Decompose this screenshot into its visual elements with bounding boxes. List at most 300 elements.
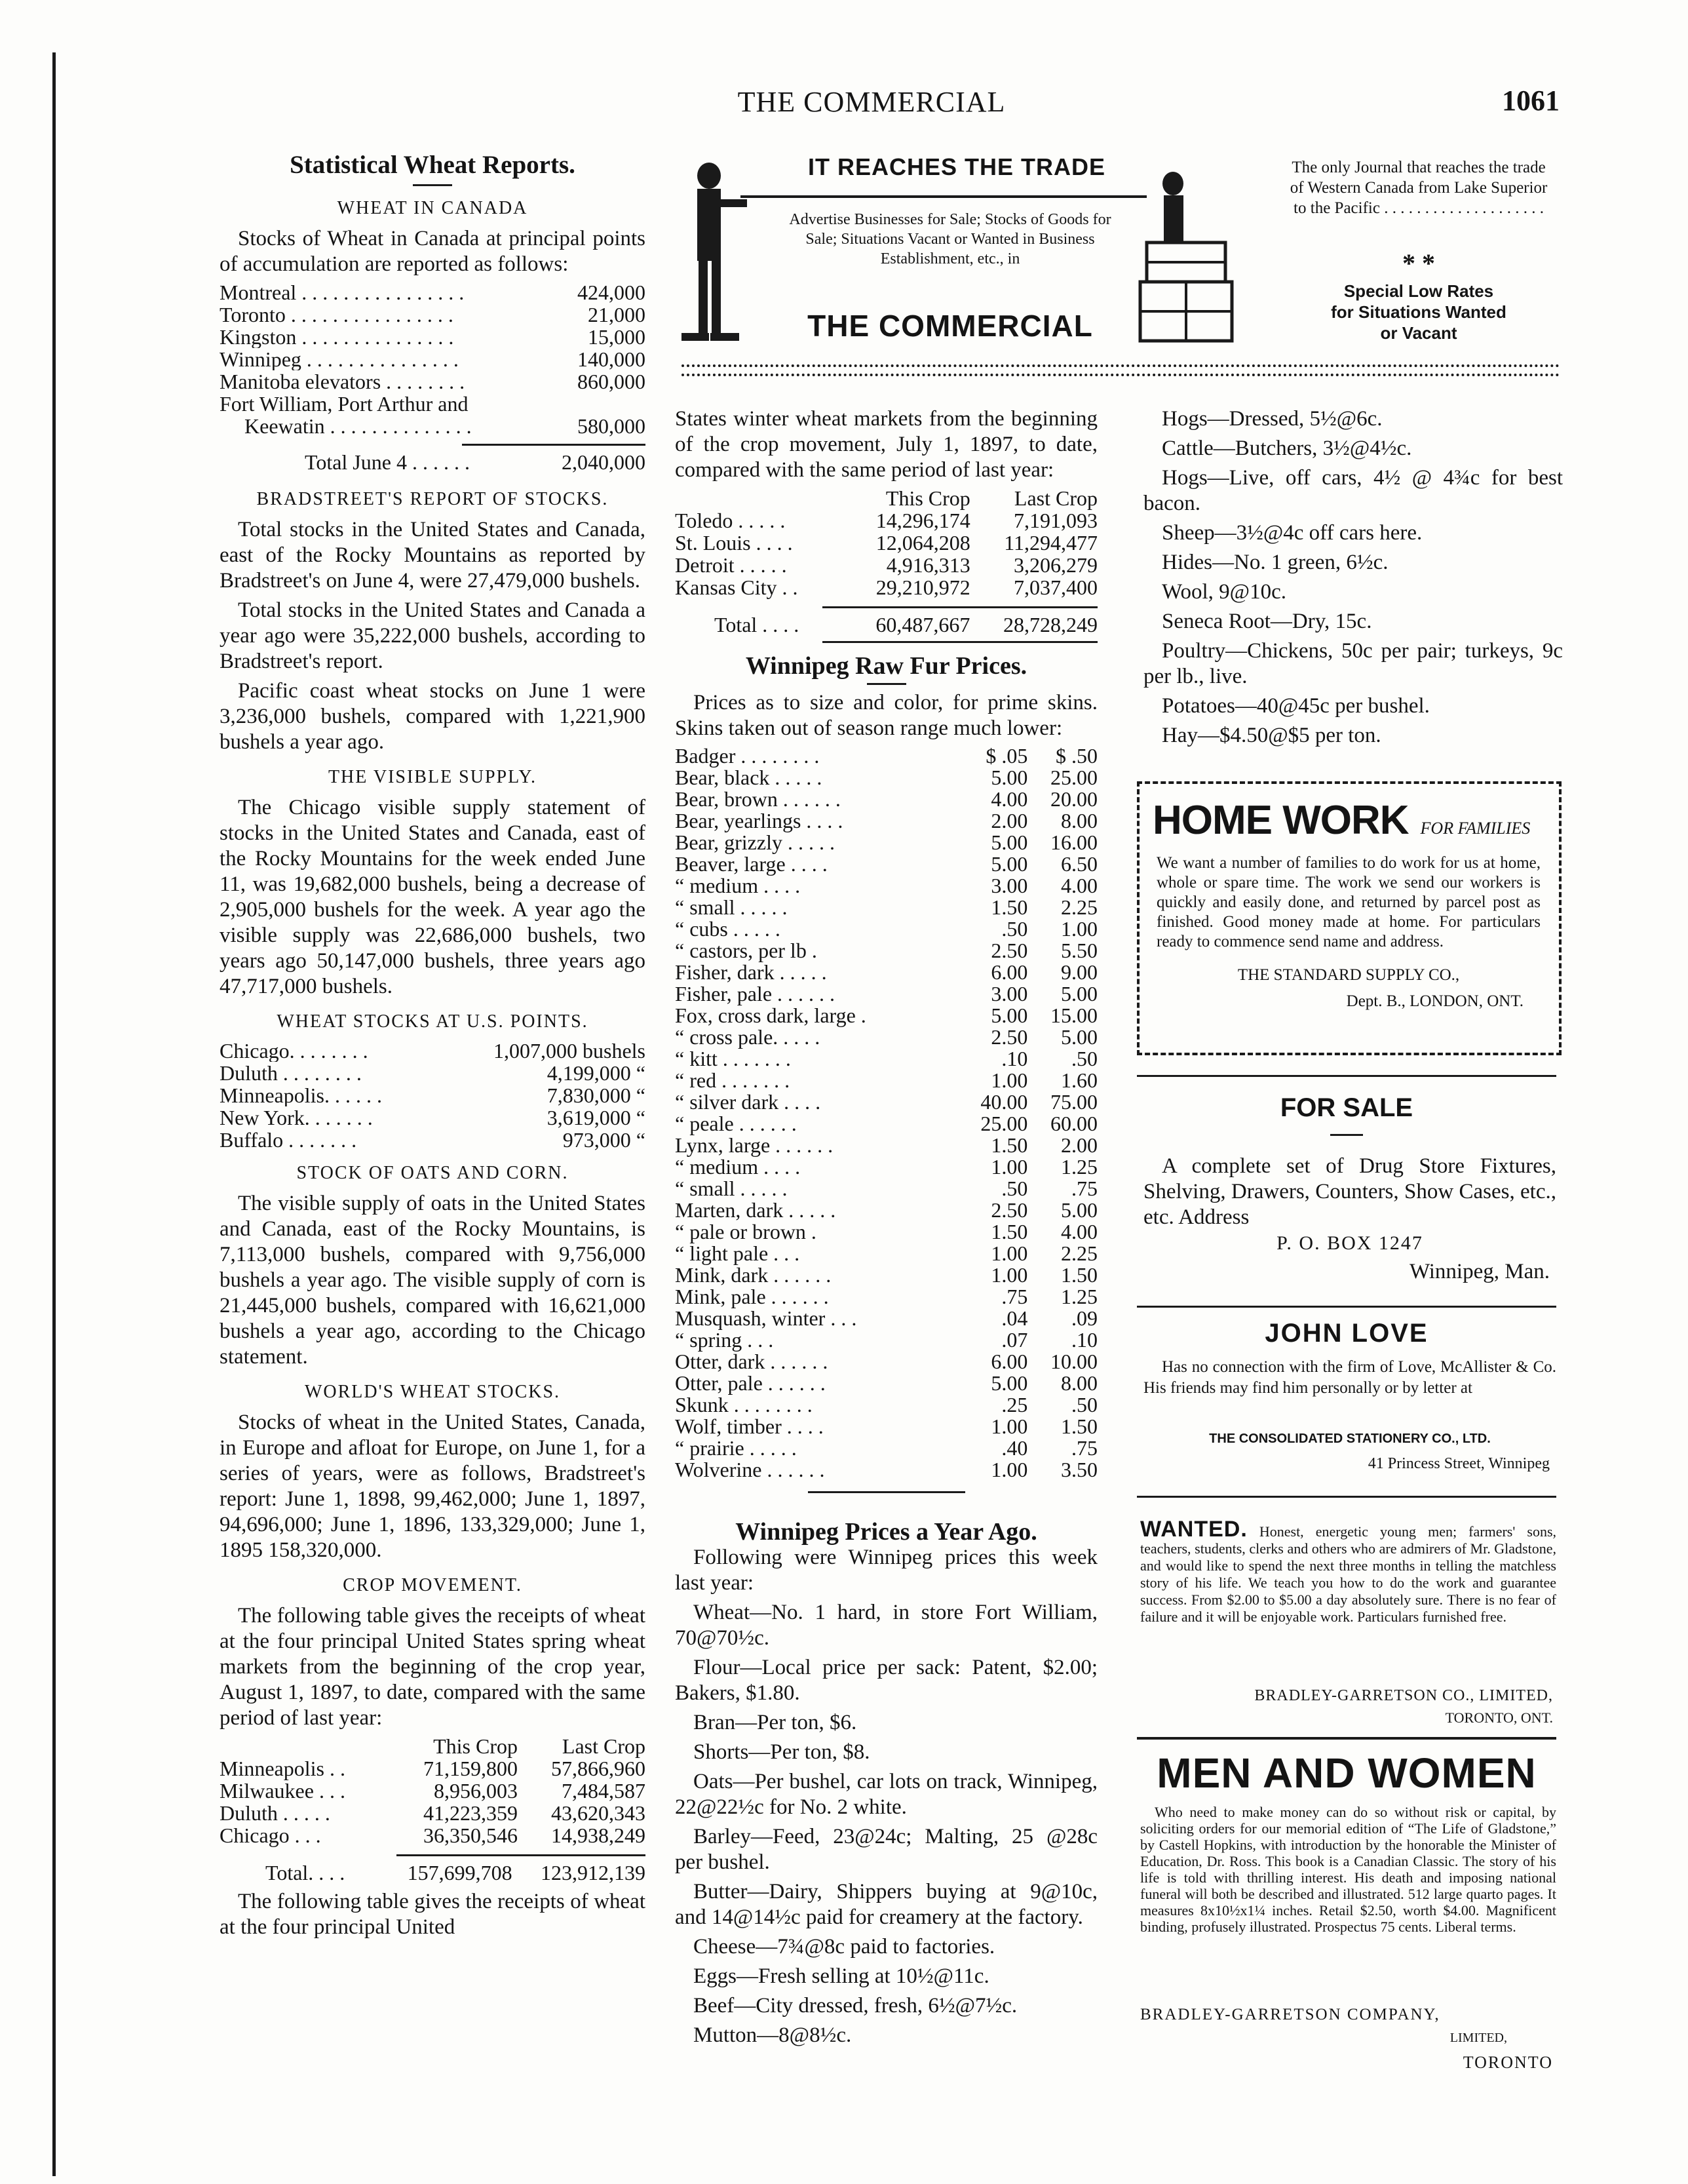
middle-column	[675, 406, 1098, 2052]
fur-price-last: 8.00	[1061, 1371, 1098, 1395]
fur-price-this: 25.00	[980, 1112, 1028, 1135]
fur-price-last: 8.00	[1061, 809, 1098, 832]
subhead-crop-movement: CROP MOVEMENT.	[343, 1575, 522, 1595]
home-work-title: HOME WORK	[1153, 798, 1409, 843]
fur-price-this: .40	[1001, 1436, 1028, 1460]
fur-price-label: “ silver dark . . . .	[675, 1090, 821, 1114]
winter-wheat-label: Kansas City . .	[675, 575, 798, 599]
crop-col-this: This Crop	[433, 1734, 518, 1758]
fur-price-row	[675, 875, 1098, 897]
fur-price-row	[675, 940, 1098, 962]
us-point-row	[220, 1129, 645, 1151]
keewatin-label: Keewatin . . . . . . . . . . . . . .	[244, 415, 472, 437]
winter-total-table	[675, 614, 1098, 636]
home-work-dept: Dept. B., LONDON, ONT.	[1346, 992, 1524, 1010]
home-work-families: FOR FAMILIES	[1420, 819, 1531, 838]
fur-price-row	[675, 789, 1098, 810]
crop-movement-last: 43,620,343	[551, 1801, 645, 1825]
winter-wheat-this: 12,064,208	[875, 531, 970, 555]
us-point-label: Minneapolis. . . . . .	[220, 1084, 382, 1106]
price-item: Hides—No. 1 green, 6½c.	[1162, 551, 1389, 574]
wheat-canada-label: Kingston . . . . . . . . . . . . . . .	[220, 326, 454, 348]
special-line-1: Special Low Rates	[1343, 281, 1494, 301]
fur-price-row	[675, 1264, 1098, 1286]
wheat-canada-row	[220, 348, 645, 370]
page-header	[688, 85, 1055, 119]
fur-price-last: 1.50	[1061, 1414, 1098, 1438]
fur-price-this: .75	[1001, 1285, 1028, 1308]
fur-price-row	[675, 1459, 1098, 1481]
total-rule	[462, 444, 645, 446]
us-point-row	[220, 1062, 645, 1084]
goods-crates-icon	[1127, 164, 1258, 361]
for-sale-title: FOR SALE	[1280, 1093, 1413, 1122]
winter-total-rule	[822, 606, 1098, 608]
fur-price-this: 4.00	[991, 787, 1028, 811]
right-column	[1143, 406, 1563, 752]
wheat-canada-row	[220, 326, 645, 348]
price-item: Cattle—Butchers, 3½@4½c.	[1162, 437, 1412, 460]
fur-price-last: 75.00	[1050, 1090, 1098, 1114]
fur-price-row	[675, 1135, 1098, 1156]
us-point-row	[220, 1040, 645, 1062]
subhead-bradstreet: BRADSTREET'S REPORT OF STOCKS.	[256, 489, 609, 509]
wheat-canada-total-label: Total June 4 . . . . . .	[305, 451, 470, 473]
fur-price-last: .10	[1071, 1328, 1098, 1352]
wheat-canada-row	[220, 303, 645, 326]
fur-price-last: 5.00	[1061, 1025, 1098, 1049]
fur-heading: Winnipeg Raw Fur Prices.	[745, 652, 1027, 680]
winter-wheat-last: 7,037,400	[1014, 575, 1098, 599]
fur-price-last: 9.00	[1061, 960, 1098, 984]
fur-price-label: “ spring . . .	[675, 1328, 774, 1352]
price-item: Wool, 9@10c.	[1162, 580, 1286, 604]
fur-price-label: Fisher, pale . . . . . .	[675, 982, 835, 1005]
fur-price-label: Fox, cross dark, large .	[675, 1004, 866, 1027]
wheat-canada-label: Winnipeg . . . . . . . . . . . . . . .	[220, 348, 459, 370]
winter-wheat-table	[675, 487, 1098, 598]
winter-total-a: 60,487,667	[875, 613, 970, 636]
year-ago-item: Bran—Per ton, $6.	[693, 1711, 857, 1734]
fur-price-this: 2.00	[991, 809, 1028, 832]
fur-price-this: 2.50	[991, 1198, 1028, 1222]
wheat-canada-value: 424,000	[577, 281, 645, 304]
crop-table-header	[220, 1735, 645, 1757]
wheat-canada-label: Toronto . . . . . . . . . . . . . . . .	[220, 303, 453, 326]
crop-movement-row	[220, 1802, 645, 1824]
wanted-body: Honest, energetic young men; farmers' sons, teachers, students, clerks and others who are admirers of Mr. Gladstone, and would like to spend the next three months in telling the matchless story of his life. We teach you how to do the work and guarantee success. From $2.00 to $5.00 a day absolutely sure. There is no fear of failure and it will be enjoyable work. Particulars furnished free.	[1140, 1523, 1557, 1625]
wheat-canada-value: 15,000	[588, 325, 645, 349]
man-figure-icon	[668, 157, 747, 354]
fur-price-last: 1.60	[1061, 1068, 1098, 1092]
crop-movement-row	[220, 1824, 645, 1846]
wanted-title: WANTED.	[1140, 1517, 1248, 1542]
wheat-canada-row	[220, 281, 645, 303]
fur-price-row	[675, 1199, 1098, 1221]
year-ago-intro: Following were Winnipeg prices this week last year:	[675, 1546, 1098, 1595]
crop-movement-label: Milwaukee . . .	[220, 1779, 345, 1803]
fur-price-row	[675, 1026, 1098, 1048]
fur-price-last: 4.00	[1061, 874, 1098, 897]
us-point-label: New York. . . . . . .	[220, 1106, 373, 1129]
right-price-list	[1143, 406, 1563, 749]
keewatin-value: 580,000	[577, 414, 645, 438]
wheat-canada-label: Montreal . . . . . . . . . . . . . . . .	[220, 281, 465, 303]
men-women-city: TORONTO	[1463, 2053, 1553, 2072]
wheat-canada-table	[220, 281, 645, 393]
crop-total-row	[220, 1862, 645, 1884]
fur-price-last: 2.00	[1061, 1133, 1098, 1157]
fur-price-this: 6.00	[991, 1350, 1028, 1373]
fort-william-label: Fort William, Port Arthur and	[220, 392, 469, 416]
fur-price-last: 4.00	[1061, 1220, 1098, 1243]
wanted-company: BRADLEY-GARRETSON CO., LIMITED,	[1254, 1687, 1553, 1704]
fur-price-label: Fisher, dark . . . . .	[675, 960, 827, 984]
fur-price-row	[675, 767, 1098, 789]
crop-movement-this: 41,223,359	[423, 1801, 518, 1825]
year-ago-item: Cheese—7¾@8c paid to factories.	[693, 1935, 995, 1959]
crop-movement-row	[220, 1757, 645, 1780]
fur-price-last: 25.00	[1050, 766, 1098, 789]
us-point-label: Chicago. . . . . . . .	[220, 1040, 368, 1062]
fur-price-label: Lynx, large . . . . . .	[675, 1133, 834, 1157]
us-point-value: 4,199,000 “	[547, 1061, 645, 1085]
winter-wheat-last: 7,191,093	[1014, 509, 1098, 532]
crop-movement-this: 8,956,003	[433, 1779, 518, 1803]
wheat-canada-value: 21,000	[588, 303, 645, 326]
price-item: Hogs—Live, off cars, 4½ @ 4¾c for best bacon.	[1143, 466, 1563, 515]
subhead-world-stocks: WORLD'S WHEAT STOCKS.	[304, 1382, 561, 1402]
us-point-value: 1,007,000 bushels	[493, 1039, 645, 1063]
fur-price-label: Skunk . . . . . . . .	[675, 1393, 813, 1416]
us-point-label: Duluth . . . . . . . .	[220, 1062, 362, 1084]
year-ago-item: Mutton—8@8½c.	[693, 2023, 852, 2047]
winter-wheat-this: 4,916,313	[886, 553, 970, 577]
john-love-address: 41 Princess Street, Winnipeg	[1368, 1455, 1550, 1472]
rule-after-forsale	[1137, 1306, 1556, 1308]
winter-wheat-this: 29,210,972	[875, 575, 970, 599]
fur-price-row	[675, 745, 1098, 767]
banner-side-text: The only Journal that reaches the trade of Western Canada from Lake Superior to the Pacific . . . . . . . . . . . . . . . . . . . .	[1290, 159, 1548, 217]
fur-intro: Prices as to size and color, for prime skins. Skins taken out of season range much lower:	[675, 691, 1098, 740]
wanted-ad	[1140, 1517, 1557, 1626]
fur-price-row	[675, 1373, 1098, 1394]
wheat-canada-total-value: 2,040,000	[562, 450, 645, 474]
rule-after-homework	[1137, 1075, 1556, 1077]
year-ago-list	[675, 1600, 1098, 2048]
banner-bottom-rule	[681, 364, 1560, 376]
fur-price-last: 1.25	[1061, 1285, 1098, 1308]
keewatin-row	[220, 415, 645, 437]
fur-price-row	[675, 1286, 1098, 1308]
us-point-value: 3,619,000 “	[547, 1106, 645, 1129]
fur-price-row	[675, 918, 1098, 940]
fur-price-label: Badger . . . . . . . .	[675, 744, 820, 768]
price-item: Potatoes—40@45c per bushel.	[1162, 694, 1430, 718]
winter-wheat-row	[675, 554, 1098, 576]
winter-wheat-row	[675, 509, 1098, 532]
winter-wheat-label: St. Louis . . . .	[675, 531, 793, 555]
winter-total-row	[675, 614, 1098, 636]
price-item: Hogs—Dressed, 5½@6c.	[1162, 407, 1383, 431]
home-work-body: We want a number of families to do work for us at home, whole or spare time. The work we send our workers is quickly and easily done, and returned by parcel post as finished. Good money made at home. For particulars ready to commence send name and address.	[1157, 854, 1541, 950]
fur-price-last: 60.00	[1050, 1112, 1098, 1135]
john-love-title: JOHN LOVE	[1265, 1319, 1429, 1348]
fur-price-this: 1.50	[991, 1220, 1028, 1243]
fur-price-last: .50	[1071, 1047, 1098, 1070]
fur-price-this: 40.00	[980, 1090, 1028, 1114]
for-sale-rule	[1330, 1134, 1363, 1136]
crop-total-table	[220, 1862, 645, 1884]
fur-price-last: 2.25	[1061, 895, 1098, 919]
crop-total-b: 123,912,139	[541, 1861, 645, 1884]
wheat-canada-total-row	[220, 451, 645, 473]
us-point-value: 7,830,000 “	[547, 1083, 645, 1107]
fur-price-last: 20.00	[1050, 787, 1098, 811]
fur-price-last: 3.50	[1061, 1458, 1098, 1481]
fur-price-label: Bear, yearlings . . . .	[675, 809, 843, 832]
for-sale-body: A complete set of Drug Store Fixtures, Shelving, Drawers, Counters, Show Cases, etc., etc. Address	[1143, 1154, 1556, 1229]
year-ago-item: Beef—City dressed, fresh, 6½@7½c.	[693, 1994, 1018, 2018]
fur-price-table	[675, 745, 1098, 1481]
year-ago-item: Butter—Dairy, Shippers buying at 9@10c, and 14@14½c paid for creamery at the factory.	[675, 1880, 1098, 1929]
fur-price-label: Beaver, large . . . .	[675, 852, 828, 876]
page-title: THE COMMERCIAL	[737, 86, 1006, 118]
fur-price-this: .07	[1001, 1328, 1028, 1352]
subhead-oats-corn: STOCK OF OATS AND CORN.	[296, 1163, 569, 1183]
oats-corn-p1: The visible supply of oats in the United States and Canada, east of the Rocky Mountains, is 7,113,000 bushels, compared with 9,756,000 bushels a year ago. The visible supply of corn is 21,445,000 bushels, compared with 16,621,000 bushels a year ago, according to the Chicago statement.	[220, 1192, 645, 1369]
fur-price-row	[675, 983, 1098, 1005]
home-work-ad	[1137, 781, 1562, 1055]
fur-price-last: 6.50	[1061, 852, 1098, 876]
winter-total-label: Total . . . .	[714, 613, 799, 636]
wheat-canada-intro: Stocks of Wheat in Canada at principal points of accumulation are reported as follows:	[220, 227, 645, 276]
heading-rule	[413, 184, 452, 186]
fur-heading-rule	[867, 683, 906, 685]
fur-price-label: Bear, brown . . . . . .	[675, 787, 841, 811]
fur-price-this: 5.00	[991, 1371, 1028, 1395]
fur-price-row	[675, 897, 1098, 918]
fur-price-label: “ cross pale. . . . .	[675, 1025, 820, 1049]
page-margin-rule	[52, 52, 56, 2176]
fur-price-label: Mink, dark . . . . . .	[675, 1263, 832, 1287]
fur-price-label: Musquash, winter . . .	[675, 1306, 857, 1330]
winter-wheat-last: 11,294,477	[1004, 531, 1098, 555]
fur-bottom-rule	[808, 1491, 965, 1493]
banner-stars: * *	[1402, 248, 1435, 278]
year-ago-heading: Winnipeg Prices a Year Ago.	[735, 1518, 1037, 1546]
banner-special	[1284, 281, 1553, 343]
bradstreet-p3: Pacific coast wheat stocks on June 1 were 3,236,000 bushels, compared with 1,221,900 bushels a year ago.	[220, 679, 645, 754]
crop-movement-label: Minneapolis . .	[220, 1757, 345, 1780]
fur-price-last: .75	[1071, 1436, 1098, 1460]
winter-wheat-label: Detroit . . . . .	[675, 553, 787, 577]
fur-price-label: Mink, pale . . . . . .	[675, 1285, 829, 1308]
fur-price-this: 5.00	[991, 766, 1028, 789]
fur-price-row	[675, 853, 1098, 875]
crop-movement-last: 14,938,249	[551, 1823, 645, 1847]
year-ago-item: Flour—Local price per sack: Patent, $2.00; Bakers, $1.80.	[675, 1656, 1098, 1705]
fur-price-row	[675, 1308, 1098, 1329]
winter-wheat-this: 14,296,174	[875, 509, 970, 532]
fur-price-last: .75	[1071, 1177, 1098, 1200]
for-sale-box: P. O. BOX 1247	[1276, 1232, 1423, 1254]
left-heading: Statistical Wheat Reports.	[290, 151, 575, 179]
year-ago-item: Eggs—Fresh selling at 10½@11c.	[693, 1964, 989, 1988]
world-stocks-p1: Stocks of wheat in the United States, Canada, in Europe and afloat for Europe, on June 1, for a series of years, were as follows, Bradstreet's report: June 1, 1898, 99,462,000; June 1, 1897, 94,696,000; June 1, 1896, 133,329,000; June 1, 1895 158,320,000.	[220, 1411, 645, 1562]
fur-price-this: .50	[1001, 917, 1028, 941]
fur-price-this: 5.00	[991, 852, 1028, 876]
winter-table-header	[675, 487, 1098, 509]
special-line-3: or Vacant	[1380, 323, 1457, 343]
fur-price-label: Bear, black . . . . .	[675, 766, 822, 789]
year-ago-item: Barley—Feed, 23@24c; Malting, 25 @28c per bushel.	[675, 1825, 1098, 1874]
fur-price-this: 1.00	[991, 1263, 1028, 1287]
us-point-row	[220, 1084, 645, 1106]
crop-movement-p1: The following table gives the receipts of wheat at the four principal United States spring wheat markets from the beginning of the crop year, August 1, 1897, to date, compared with the same period of last year:	[220, 1604, 645, 1730]
winter-wheat-label: Toledo . . . . .	[675, 509, 786, 532]
price-item: Seneca Root—Dry, 15c.	[1162, 610, 1372, 633]
fur-price-row	[675, 1048, 1098, 1070]
bradstreet-p2: Total stocks in the United States and Canada a year ago were 35,222,000 bushels, according to Bradstreet's report.	[220, 598, 645, 673]
fur-price-last: $ .50	[1056, 744, 1098, 768]
fur-price-this: .25	[1001, 1393, 1028, 1416]
us-point-label: Buffalo . . . . . . .	[220, 1129, 357, 1151]
us-point-value: 973,000 “	[562, 1128, 645, 1152]
winter-wheat-intro: States winter wheat markets from the beginning of the crop movement, July 1, 1897, to date, compared with the same period of last year:	[675, 407, 1098, 482]
crop-movement-this: 36,350,546	[423, 1823, 518, 1847]
crop-movement-p2: The following table gives the receipts of wheat at the four principal United	[220, 1890, 645, 1939]
crop-movement-table	[220, 1735, 645, 1846]
fur-price-this: 1.00	[991, 1068, 1028, 1092]
fur-price-last: 16.00	[1050, 830, 1098, 854]
fur-price-row	[675, 1416, 1098, 1437]
fur-price-this: 1.50	[991, 895, 1028, 919]
visible-supply-p1: The Chicago visible supply statement of stocks in the United States and Canada, east of the Rocky Mountains for the week ended June 11, was 19,682,000 bushels, being a decrease of 2,905,000 bushels for the week. A year ago the visible supply was 22,686,000 bushels, two years ago 50,147,000 bushels, three years ago 47,717,000 bushels.	[220, 796, 645, 998]
fur-price-label: Bear, grizzly . . . . .	[675, 830, 835, 854]
fur-price-label: “ peale . . . . . .	[675, 1112, 797, 1135]
fur-price-label: “ cubs . . . . .	[675, 917, 780, 941]
fur-price-this: 1.00	[991, 1414, 1028, 1438]
fur-price-label: “ castors, per lb .	[675, 939, 817, 962]
bradstreet-p1: Total stocks in the United States and Canada, east of the Rocky Mountains as reported by Bradstreet's on June 4, were 27,479,000 bushels.	[220, 518, 645, 593]
wheat-canada-label: Manitoba elevators . . . . . . . .	[220, 370, 465, 393]
subhead-wheat-canada: WHEAT IN CANADA	[337, 198, 528, 218]
fort-william-row	[220, 393, 645, 415]
fur-price-row	[675, 1178, 1098, 1199]
fur-price-row	[675, 962, 1098, 983]
fur-price-this: .10	[1001, 1047, 1028, 1070]
crop-movement-last: 57,866,960	[551, 1757, 645, 1780]
fur-price-label: “ kitt . . . . . . .	[675, 1047, 791, 1070]
fur-price-last: 5.50	[1061, 939, 1098, 962]
home-work-company: THE STANDARD SUPPLY CO.,	[1237, 966, 1460, 984]
fur-price-row	[675, 1243, 1098, 1264]
banner-body: Advertise Businesses for Sale; Stocks of Goods for Sale; Situations Vacant or Wanted in Business Establishment, etc., in	[789, 211, 1111, 267]
fur-price-label: “ pale or brown .	[675, 1220, 816, 1243]
special-line-2: for Situations Wanted	[1331, 302, 1506, 322]
banner-pointer-bar	[740, 195, 1147, 198]
subhead-visible-supply: THE VISIBLE SUPPLY.	[328, 767, 537, 787]
page-number: 1061	[1502, 85, 1560, 117]
winter-total-rule-2	[822, 641, 1098, 643]
winter-col-this: This Crop	[885, 486, 970, 510]
fur-price-this: 3.00	[991, 982, 1028, 1005]
home-work-title-block	[1153, 797, 1546, 844]
crop-col-last: Last Crop	[562, 1734, 645, 1758]
john-love-company: THE CONSOLIDATED STATIONERY CO., LTD.	[1209, 1432, 1491, 1446]
fur-price-label: “ small . . . . .	[675, 895, 788, 919]
wheat-canada-value: 860,000	[577, 370, 645, 393]
crop-movement-this: 71,159,800	[423, 1757, 518, 1780]
fur-price-last: 15.00	[1050, 1004, 1098, 1027]
fur-price-label: “ prairie . . . . .	[675, 1436, 797, 1460]
fur-price-row	[675, 1070, 1098, 1091]
us-point-row	[220, 1106, 645, 1129]
fur-price-this: 1.50	[991, 1133, 1028, 1157]
banner-title: IT REACHES THE TRADE	[807, 153, 1106, 180]
banner-name: THE COMMERCIAL	[807, 309, 1093, 343]
fur-price-label: “ small . . . . .	[675, 1177, 788, 1200]
fur-price-this: 1.00	[991, 1241, 1028, 1265]
price-item: Sheep—3½@4c off cars here.	[1162, 521, 1423, 545]
fur-price-label: “ medium . . . .	[675, 874, 801, 897]
winter-wheat-last: 3,206,279	[1014, 553, 1098, 577]
price-item: Poultry—Chickens, 50c per pair; turkeys, 9c per lb., live.	[1143, 639, 1563, 688]
fur-price-this: 3.00	[991, 874, 1028, 897]
wanted-city: TORONTO, ONT.	[1445, 1709, 1553, 1726]
fur-price-row	[675, 1113, 1098, 1135]
fur-price-row	[675, 1329, 1098, 1351]
fur-price-label: Wolverine . . . . . .	[675, 1458, 825, 1481]
fur-price-label: Wolf, timber . . . .	[675, 1414, 824, 1438]
men-women-limited: LIMITED,	[1449, 2031, 1507, 2045]
fur-price-last: 5.00	[1061, 982, 1098, 1005]
fur-price-this: 6.00	[991, 960, 1028, 984]
fur-price-this: 5.00	[991, 830, 1028, 854]
crop-total-rule	[396, 1854, 645, 1856]
wheat-canada-row	[220, 370, 645, 393]
crop-movement-label: Duluth . . . . .	[220, 1801, 330, 1825]
left-column	[220, 152, 645, 1944]
fur-price-label: “ light pale . . .	[675, 1241, 800, 1265]
crop-movement-row	[220, 1780, 645, 1802]
men-women-company: BRADLEY-GARRETSON COMPANY,	[1140, 2006, 1440, 2023]
fur-price-last: 10.00	[1050, 1350, 1098, 1373]
fur-price-row	[675, 1351, 1098, 1373]
men-women-body: Who need to make money can do so without risk or capital, by soliciting orders for our memorial edition of “The Life of Gladstone,” by Castell Hopkins, with introduction by the honorable the Minister of Education, Dr. Ross. This book is a Canadian Classic. The story of his life is told with thrilling interest. His death and imposing national funeral will both be described and illustrated. 512 large quarto pages. It measures 8x10½x1¼ inches. Retail $2.50, worth $4.00. Magnificent binding, profusely illustrated. Prospectus 75 cents. Liberal terms.	[1140, 1804, 1556, 1935]
fur-price-last: 1.50	[1061, 1263, 1098, 1287]
rule-before-menwomen	[1137, 1737, 1556, 1740]
fur-price-last: .50	[1071, 1393, 1098, 1416]
men-women-title: MEN AND WOMEN	[1157, 1749, 1537, 1797]
crop-movement-label: Chicago . . .	[220, 1823, 321, 1847]
fur-price-this: 5.00	[991, 1004, 1028, 1027]
fur-price-label: “ medium . . . .	[675, 1155, 801, 1179]
crop-total-a: 157,699,708	[407, 1861, 512, 1884]
fur-price-last: 5.00	[1061, 1198, 1098, 1222]
price-item: Hay—$4.50@$5 per ton.	[1162, 724, 1381, 747]
fur-price-row	[675, 1221, 1098, 1243]
year-ago-item: Wheat—No. 1 hard, in store Fort William, 70@70½c.	[675, 1601, 1098, 1650]
fur-price-this: .50	[1001, 1177, 1028, 1200]
fur-price-row	[675, 832, 1098, 853]
winter-col-last: Last Crop	[1014, 486, 1098, 510]
fur-price-last: 2.25	[1061, 1241, 1098, 1265]
fur-price-label: Marten, dark . . . . .	[675, 1198, 836, 1222]
for-sale-city: Winnipeg, Man.	[1409, 1260, 1550, 1283]
crop-total-label: Total. . . .	[265, 1861, 345, 1884]
